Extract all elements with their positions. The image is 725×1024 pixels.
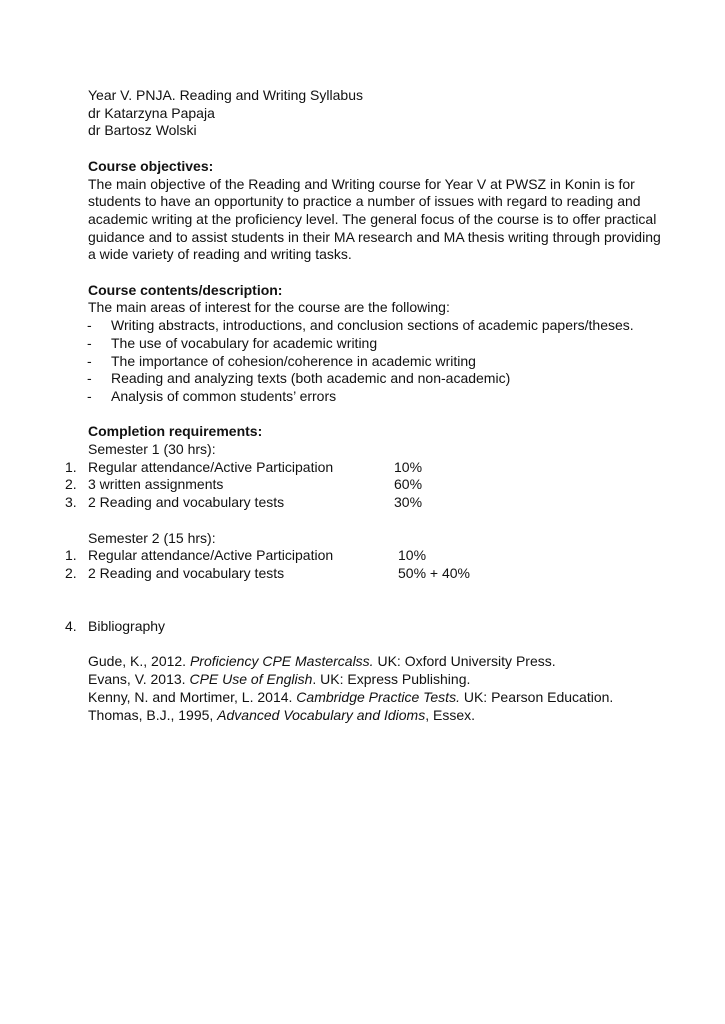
spacer (88, 406, 658, 424)
row-number: 1. (65, 547, 77, 564)
requirement-text: 2 Reading and vocabulary tests (88, 564, 285, 581)
list-item-text: The importance of cohesion/coherence in academic writing (111, 352, 476, 369)
author-name: dr Bartosz Wolski (88, 122, 197, 139)
entry-title: CPE Use of English (189, 671, 313, 688)
semester-label: Semester 1 (30 hrs): (88, 441, 216, 458)
list-item-text: Reading and analyzing texts (both academic and non-academic) (111, 370, 511, 387)
spacer (88, 600, 658, 618)
entry-author: Evans, V. 2013. (88, 671, 190, 688)
objectives-paragraph (88, 175, 661, 265)
document-title: Year V. PNJA. Reading and Writing Syllabus (88, 87, 363, 103)
list-item (88, 388, 658, 406)
bibliography-heading: Bibliography (88, 618, 166, 634)
list-item (88, 353, 658, 371)
spacer (88, 264, 658, 282)
list-item-text: The use of vocabulary for academic writing (111, 334, 378, 351)
row-number: 1. (65, 458, 77, 475)
entry-publisher: UK: Oxford University Press. (373, 653, 556, 670)
entry-publisher: UK: Pearson Education. (459, 688, 614, 705)
requirement-row (65, 494, 658, 512)
paragraph-line: The main objective of the Reading and Writing course for Year V at PWSZ in Konin is for (88, 175, 635, 192)
contents-intro: The main areas of interest for the course are the following: (88, 299, 450, 316)
requirement-row (65, 564, 658, 583)
paragraph-line: guidance and to assist students in their MA research and MA thesis writing through providing (88, 228, 661, 245)
paragraph-line: a wide variety of reading and writing tasks. (88, 246, 352, 263)
paragraph-line: students to have an opportunity to practice a number of issues with regard to reading and (88, 193, 641, 210)
bibliography-entry (88, 653, 658, 671)
requirement-row (65, 476, 658, 494)
entry-publisher: . UK: Express Publishing. (312, 671, 471, 688)
bullet-marker: - (87, 387, 92, 404)
bibliography-entry (88, 671, 658, 689)
list-item (88, 370, 658, 388)
entry-publisher: , Essex. (425, 706, 476, 723)
bullet-marker: - (87, 317, 92, 334)
author-name: dr Katarzyna Papaja (88, 104, 215, 121)
spacer (88, 512, 658, 530)
bullet-marker: - (87, 352, 92, 369)
list-item (88, 317, 658, 335)
spacer (88, 140, 658, 158)
entry-title: Cambridge Practice Tests. (296, 688, 460, 705)
spacer (88, 583, 658, 601)
bullet-marker: - (87, 334, 92, 351)
requirement-percent: 50% + 40% (398, 564, 470, 581)
row-number: 2. (65, 476, 77, 493)
list-item (88, 335, 658, 353)
row-number: 3. (65, 494, 77, 511)
bullet-marker: - (87, 370, 92, 387)
entry-author: Gude, K., 2012. (88, 653, 190, 670)
requirement-percent: 10% (398, 547, 427, 564)
entry-title: Advanced Vocabulary and Idioms (217, 706, 426, 723)
row-number: 2. (65, 564, 77, 581)
requirement-text: 3 written assignments (88, 476, 224, 493)
contents-heading: Course contents/description: (88, 281, 283, 298)
spacer (88, 636, 658, 654)
row-number: 4. (65, 618, 77, 634)
semester-label: Semester 2 (15 hrs): (88, 529, 216, 546)
objectives-heading: Course objectives: (88, 157, 214, 174)
paragraph-line: academic writing at the proficiency level. The general focus of the course is to offer practical (88, 210, 657, 227)
bibliography-entry (88, 689, 658, 707)
bibliography-entry (88, 707, 658, 725)
entry-author: Thomas, B.J., 1995, (88, 706, 218, 723)
requirement-text: Regular attendance/Active Participation (88, 547, 334, 564)
requirement-row (65, 458, 658, 477)
requirement-row (65, 547, 658, 565)
list-item-text: Writing abstracts, introductions, and conclusion sections of academic papers/theses. (111, 317, 634, 334)
requirement-percent: 10% (394, 458, 423, 475)
entry-author: Kenny, N. and Mortimer, L. 2014. (88, 688, 297, 705)
completion-heading: Completion requirements: (88, 423, 263, 440)
requirement-text: Regular attendance/Active Participation (88, 458, 334, 475)
requirement-percent: 30% (394, 494, 423, 511)
requirement-percent: 60% (394, 476, 423, 493)
document-page (65, 87, 661, 724)
requirement-text: 2 Reading and vocabulary tests (88, 494, 285, 511)
bibliography-heading-row (65, 618, 658, 636)
list-item-text: Analysis of common students’ errors (111, 387, 337, 404)
entry-title: Proficiency CPE Mastercalss. (189, 653, 374, 670)
